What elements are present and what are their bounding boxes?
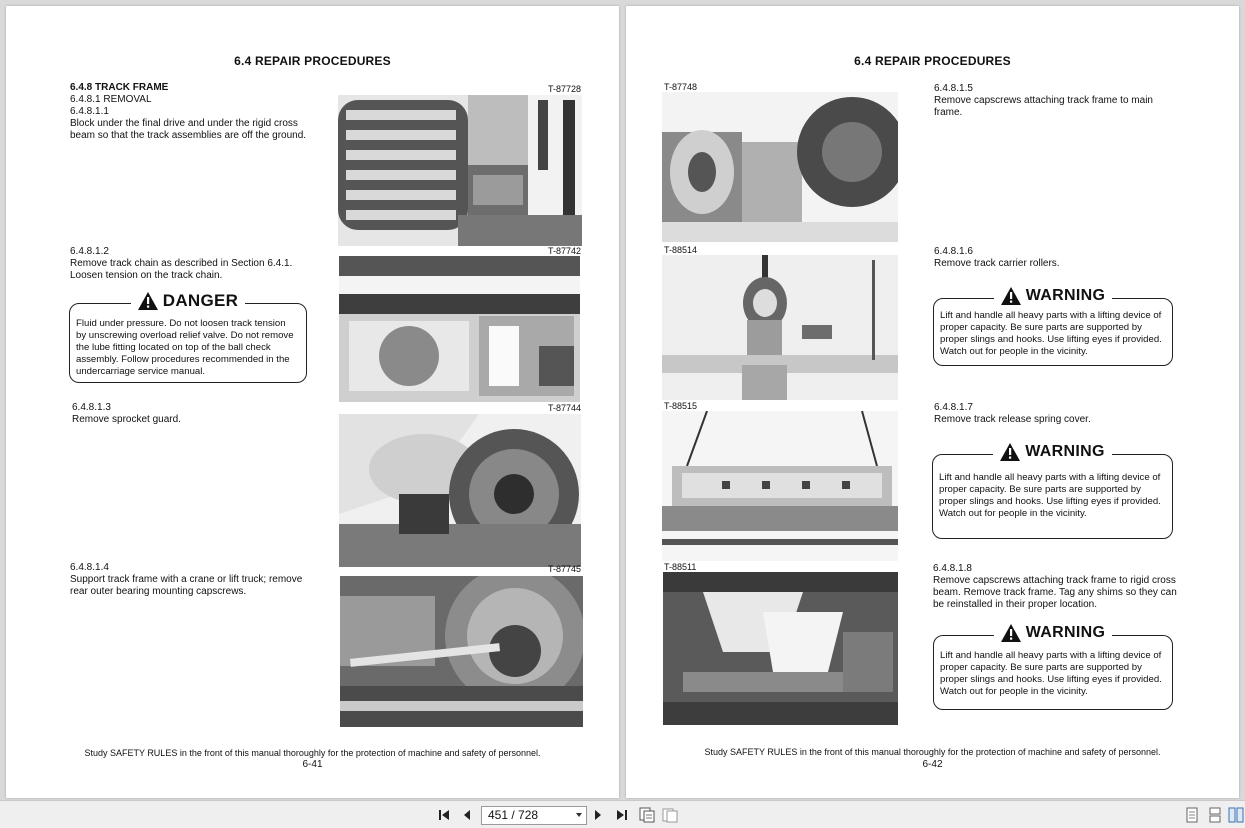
page-heading: 6.4 REPAIR PROCEDURES (234, 54, 391, 68)
warning-title: WARNING (1025, 443, 1105, 460)
danger-notice (69, 291, 307, 383)
step-number: 6.4.8.1.5 (934, 83, 973, 94)
photo-tag: T-87748 (664, 82, 698, 92)
warning-triangle-icon (1000, 443, 1020, 461)
viewer-toolbar (0, 800, 1245, 828)
notice-line: proper slings and hooks. Use lifting eyes if provided. (940, 674, 1162, 685)
step-text: Remove track carrier rollers. (934, 258, 1060, 269)
chevron-down-icon (576, 813, 582, 817)
last-page-icon[interactable] (613, 807, 629, 823)
safety-footer: Study SAFETY RULES in the front of this manual thoroughly for the protection of machine and safety of personnel. (84, 748, 541, 758)
photo-sprocket-guard (339, 414, 581, 567)
step-text: Loosen tension on the track chain. (70, 270, 223, 281)
fit-page-icon[interactable] (639, 807, 655, 823)
photo-spring-cover (662, 411, 898, 561)
page-number: 6-42 (922, 759, 943, 770)
photo-carrier-rollers (662, 255, 898, 400)
step-text: Remove capscrews attaching track frame to main (934, 95, 1153, 106)
danger-title: DANGER (162, 291, 239, 310)
page-indicator: 451 / 728 (488, 808, 539, 822)
step-text: rear outer bearing mounting capscrews. (70, 586, 247, 597)
step-number: 6.4.8.1.2 (70, 246, 109, 257)
notice-line: proper slings and hooks. Use lifting eyes if provided. (939, 496, 1161, 507)
photo-tag: T-87742 (548, 246, 582, 256)
step-number: 6.4.8.1.7 (934, 402, 973, 413)
notice-line: Fluid under pressure. Do not loosen track tension (76, 318, 286, 329)
notice-line: undercarriage service manual. (76, 366, 206, 377)
notice-line: Lift and handle all heavy parts with a lifting device of (940, 310, 1162, 321)
step-remove-chain (70, 246, 320, 282)
step-text: Remove track chain as described in Section 6.4.1. (70, 258, 293, 269)
warning-triangle-icon (1001, 624, 1021, 642)
section-title: 6.4.8 TRACK FRAME (70, 82, 169, 93)
step-rigid-cross-beam (933, 563, 1178, 611)
step-text: beam so that the track assemblies are off the ground. (70, 130, 307, 141)
page-number-select[interactable] (481, 806, 587, 825)
step-number: 6.4.8.1.4 (70, 562, 109, 573)
notice-line: Watch out for people in the vicinity. (939, 508, 1087, 519)
photo-tag: T-87745 (548, 564, 582, 574)
safety-footer: Study SAFETY RULES in the front of this manual thoroughly for the protection of machine and safety of personnel. (704, 747, 1161, 757)
notice-line: Watch out for people in the vicinity. (940, 686, 1088, 697)
page-number: 6-41 (302, 759, 323, 770)
warning-notice (933, 624, 1173, 710)
warning-title: WARNING (1025, 624, 1106, 641)
step-text: Remove capscrews attaching track frame to rigid cross (933, 575, 1176, 586)
notice-line: Lift and handle all heavy parts with a lifting device of (939, 472, 1161, 483)
document-page-right (626, 6, 1239, 798)
step-number: 6.4.8.1.6 (934, 246, 973, 257)
notice-line: Lift and handle all heavy parts with a lifting device of (940, 650, 1162, 661)
step-text: Remove track release spring cover. (934, 414, 1091, 425)
photo-bearing-capscrews (340, 576, 583, 727)
step-support-frame (70, 562, 320, 598)
notice-line: proper slings and hooks. Use lifting eyes if provided. (940, 334, 1162, 345)
step-carrier-rollers (934, 246, 1179, 270)
photo-tag: T-87744 (548, 403, 582, 413)
page-heading: 6.4 REPAIR PROCEDURES (854, 54, 1011, 68)
step-number: 6.4.8.1.8 (933, 563, 972, 574)
step-spring-cover (934, 402, 1179, 426)
photo-rigid-cross-beam (663, 572, 898, 725)
section-track-frame (70, 82, 330, 142)
step-number: 6.4.8.1.3 (72, 402, 111, 413)
notice-line: proper capacity. Be sure parts are supported by (939, 484, 1141, 495)
two-page-icon[interactable] (662, 807, 678, 823)
photo-tag: T-88511 (664, 562, 697, 572)
photo-main-frame-capscrews (662, 92, 898, 242)
facing-view-icon[interactable] (1228, 807, 1244, 823)
warning-notice (932, 443, 1173, 539)
notice-line: Watch out for people in the vicinity. (940, 346, 1088, 357)
warning-triangle-icon (1001, 287, 1021, 305)
step-number: 6.4.8.1.1 (70, 106, 109, 117)
step-text: be reinstalled in their proper location. (933, 599, 1097, 610)
notice-line: assembly. Follow procedures recommended in the (76, 354, 290, 365)
document-page-left (6, 6, 619, 798)
photo-tag: T-87728 (548, 84, 582, 94)
step-sprocket-guard (72, 402, 322, 426)
warning-notice (933, 287, 1173, 366)
step-main-frame (934, 83, 1179, 119)
continuous-view-icon[interactable] (1207, 807, 1223, 823)
notice-line: by unscrewing overload relief valve. Do not remove (76, 330, 294, 341)
next-page-icon[interactable] (590, 807, 606, 823)
photo-tag: T-88514 (664, 245, 698, 255)
photo-track-blocked (338, 95, 582, 246)
step-text: Remove sprocket guard. (72, 414, 181, 425)
step-text: Support track frame with a crane or lift truck; remove (70, 574, 303, 585)
step-text: beam. Remove track frame. Tag any shims so they can (933, 587, 1177, 598)
notice-line: the lube fitting located on top of the ball check (76, 342, 271, 353)
step-text: frame. (934, 107, 963, 118)
section-subtitle: 6.4.8.1 REMOVAL (70, 94, 152, 105)
warning-title: WARNING (1025, 287, 1106, 304)
photo-track-tension (339, 256, 580, 402)
previous-page-icon[interactable] (459, 807, 475, 823)
notice-line: proper capacity. Be sure parts are supported by (940, 322, 1142, 333)
notice-line: proper capacity. Be sure parts are supported by (940, 662, 1142, 673)
first-page-icon[interactable] (437, 807, 453, 823)
warning-triangle-icon (138, 292, 158, 310)
photo-tag: T-88515 (664, 401, 698, 411)
single-page-view-icon[interactable] (1184, 807, 1200, 823)
step-text: Block under the final drive and under the rigid cross (70, 118, 298, 129)
